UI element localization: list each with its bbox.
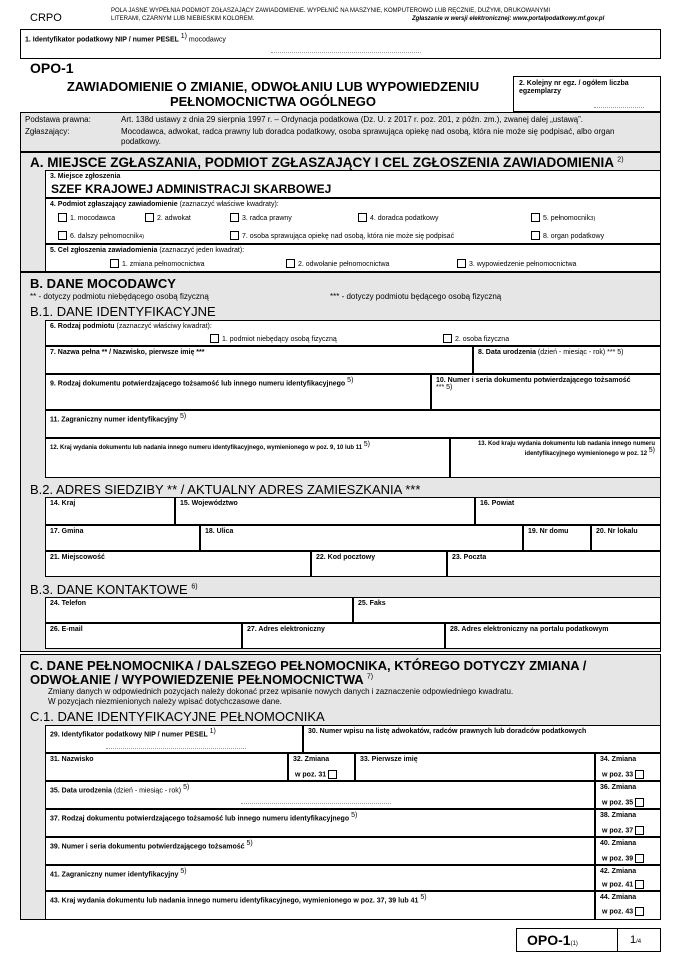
- section-b-title: B. DANE MOCODAWCY: [30, 276, 176, 291]
- field-30-registry-number[interactable]: 30. Numer wpisu na listę adwokatów, radców prawnych lub doradców podatkowych: [303, 725, 661, 753]
- field-14-country[interactable]: 14. Kraj: [45, 497, 175, 525]
- field-27-e-address[interactable]: 27. Adres elektroniczny: [242, 623, 445, 649]
- field-16-county[interactable]: 16. Powiat: [475, 497, 661, 525]
- section-c-note1: Zmiany danych w odpowiednich pozycjach należy dokonać przez wpisanie nowych danych i zaznaczenie odpowiedniego kwadratu.: [48, 687, 514, 696]
- section-b-note2: *** - dotyczy podmiotu będącego osobą fizyczną: [330, 292, 502, 301]
- legal-basis-key: Podstawa prawna:: [25, 115, 91, 124]
- field-5-label: 5. Cel zgłoszenia zawiadomienia: [50, 247, 158, 254]
- field-26-email[interactable]: 26. E-mail: [45, 623, 242, 649]
- option-entity-1[interactable]: 1. podmiot niebędący osobą fizyczną: [210, 334, 337, 343]
- field-18-street[interactable]: 18. Ulica: [200, 525, 523, 551]
- field-5-note: (zaznaczyć jeden kwadrat):: [159, 247, 245, 254]
- field-41-foreign-id[interactable]: 41. Zagraniczny numer identyfikacyjny $^{5)}$: [45, 865, 595, 891]
- option-purpose-1[interactable]: 1. zmiana pełnomocnictwa: [110, 259, 205, 268]
- option-submitter-4[interactable]: 4. doradca podatkowy: [358, 213, 439, 222]
- form-code-crpo: CRPO: [30, 12, 62, 24]
- field-40-change[interactable]: 40. Zmiana w poz. 39: [595, 837, 661, 865]
- option-purpose-2[interactable]: 2. odwołanie pełnomocnictwa: [286, 259, 389, 268]
- field-3-value: SZEF KRAJOWEJ ADMINISTRACJI SKARBOWEJ: [51, 182, 332, 196]
- section-a-title: A. MIEJSCE ZGŁASZANIA, PODMIOT ZGŁASZAJĄCY I CEL ZGŁOSZENIA ZAWIADOMIENIA $^{2)}$: [30, 155, 624, 170]
- field-39-document-number[interactable]: 39. Numer i seria dokumentu potwierdzającego tożsamość $^{5)}$: [45, 837, 595, 865]
- checkbox[interactable]: [210, 334, 219, 343]
- checkbox[interactable]: [457, 259, 466, 268]
- field-3-label: 3. Miejsce zgłoszenia: [50, 173, 121, 180]
- submitter-value: Mocodawca, adwokat, radca prawny lub doradca podatkowy, osoba sprawująca opiekę nad osobą, która nie może się podpisać, albo organ podatkowy.: [121, 127, 615, 146]
- field-32-change[interactable]: 32. Zmiana w poz. 31: [288, 753, 355, 781]
- footer-page-number: 1/4: [630, 934, 642, 946]
- field-11-foreign-id[interactable]: 11. Zagraniczny numer identyfikacyjny $^{5)}$: [45, 410, 661, 438]
- field-1-label: 1. Identyfikator podatkowy NIP / numer PESEL: [25, 36, 179, 44]
- field-12-issuing-country[interactable]: 12. Kraj wydania dokumentu lub nadania innego numeru identyfikacyjnego, wymienionego w poz. 9, 10 lub 11 $^{5)}$: [45, 438, 450, 478]
- field-24-phone[interactable]: 24. Telefon: [45, 597, 353, 623]
- field-42-change[interactable]: 42. Zmiana w poz. 41: [595, 865, 661, 891]
- field-1-label-suffix: mocodawcy: [188, 36, 226, 44]
- field-9-document-type[interactable]: 9. Rodzaj dokumentu potwierdzającego tożsamość lub innego numeru identyfikacyjnego $^{5)}$: [45, 374, 431, 410]
- field-3-place[interactable]: [45, 170, 661, 198]
- footer-page-box: [516, 928, 661, 952]
- footer-form-code: OPO-1(1): [527, 932, 578, 948]
- form-code-title: OPO-1: [30, 60, 74, 76]
- field-6-label: 6. Rodzaj podmiotu: [50, 323, 115, 330]
- checkbox[interactable]: [58, 213, 67, 222]
- field-19-house-number[interactable]: 19. Nr domu: [523, 525, 591, 551]
- field-15-province[interactable]: 15. Województwo: [175, 497, 475, 525]
- field-31-surname[interactable]: 31. Nazwisko: [45, 753, 288, 781]
- option-submitter-7[interactable]: 7. osoba sprawująca opiekę nad osobą, która nie może się podpisać: [230, 231, 454, 240]
- e-submission-note: Zgłaszanie w wersji elektronicznej: www.portalpodatkowy.mf.gov.pl: [412, 16, 605, 22]
- field-1-nip-pesel[interactable]: [20, 29, 661, 59]
- submitter-key: Zgłaszający:: [25, 127, 70, 136]
- field-6-entity-type: [45, 320, 661, 346]
- field-20-apartment[interactable]: 20. Nr lokalu: [591, 525, 661, 551]
- option-submitter-6[interactable]: 6. dalszy pełnomocnik 4): [58, 231, 144, 240]
- field-38-change[interactable]: 38. Zmiana w poz. 37: [595, 809, 661, 837]
- field-35-birth-date[interactable]: 35. Data urodzenia (dzień - miesiąc - rok) $^{5)}$: [45, 781, 595, 809]
- checkbox[interactable]: [230, 213, 239, 222]
- checkbox[interactable]: [358, 213, 367, 222]
- checkbox[interactable]: [531, 231, 540, 240]
- legal-basis-value: Art. 138d ustawy z dnia 29 sierpnia 1997 r. – Ordynacja podatkowa (Dz. U. z 2017 r. poz. 201, z późn. zm.), zwanej dalej „ustawą”.: [121, 115, 584, 124]
- section-c-title-line1: C. DANE PEŁNOMOCNIKA / DALSZEGO PEŁNOMOCNIKA, KTÓREGO DOTYCZY ZMIANA /: [30, 658, 587, 673]
- field-13-country-code[interactable]: 13. Kod kraju wydania dokumentu lub nadania innego numeru identyfikacyjnego wymienionego w poz. 12 $^{5)}$: [450, 438, 661, 478]
- field-8-birth-date[interactable]: 8. Data urodzenia (dzień - miesiąc - rok) *** 5): [473, 346, 661, 374]
- field-25-fax[interactable]: 25. Faks: [353, 597, 661, 623]
- field-7-label: 7. Nazwa pełna ** / Nazwisko, pierwsze imię ***: [50, 349, 205, 356]
- field-28-portal-address[interactable]: 28. Adres elektroniczny na portalu podatkowym: [445, 623, 661, 649]
- section-b-note1: ** - dotyczy podmiotu niebędącego osobą fizyczną: [30, 292, 209, 301]
- option-purpose-3[interactable]: 3. wypowiedzenie pełnomocnictwa: [457, 259, 576, 268]
- field-7-name[interactable]: [45, 346, 473, 374]
- title-line1: ZAWIADOMIENIE O ZMIANIE, ODWOŁANIU LUB WYPOWIEDZENIU: [66, 79, 480, 94]
- section-c-note2: W pozycjach niezmienionych należy wpisać dotychczasowe dane.: [48, 697, 282, 706]
- option-submitter-8[interactable]: 8. organ podatkowy: [531, 231, 604, 240]
- field-21-city[interactable]: 21. Miejscowość: [45, 551, 311, 577]
- section-b1-title: B.1. DANE IDENTYFIKACYJNE: [30, 304, 216, 319]
- checkbox[interactable]: [531, 213, 540, 222]
- checkbox[interactable]: [145, 213, 154, 222]
- option-submitter-5[interactable]: 5. pełnomocnik 3): [531, 213, 595, 222]
- field-17-municipality[interactable]: 17. Gmina: [45, 525, 200, 551]
- fill-instruction-line2: LITERAMI, CZARNYM LUB NIEBIESKIM KOLOREM.: [111, 16, 255, 22]
- field-37-document-type[interactable]: 37. Rodzaj dokumentu potwierdzającego tożsamość lub innego numeru identyfikacyjnego $^{5)}$: [45, 809, 595, 837]
- option-submitter-2[interactable]: 2. adwokat: [145, 213, 191, 222]
- field-10-document-number[interactable]: 10. Numer i seria dokumentu potwierdzającego tożsamość *** 5): [431, 374, 661, 410]
- field-4-note: (zaznaczyć właściwe kwadraty):: [179, 201, 279, 208]
- title-line2: PEŁNOMOCNICTWA OGÓLNEGO: [169, 94, 377, 109]
- field-2-label: 2. Kolejny nr egz. / ogółem liczba egzemplarzy: [519, 80, 629, 95]
- field-34-change[interactable]: 34. Zmiana w poz. 33: [595, 753, 661, 781]
- field-23-post-office[interactable]: 23. Poczta: [447, 551, 661, 577]
- field-36-change[interactable]: 36. Zmiana w poz. 35: [595, 781, 661, 809]
- field-4-label: 4. Podmiot zgłaszający zawiadomienie: [50, 201, 178, 208]
- field-29-nip-pesel[interactable]: 29. Identyfikator podatkowy NIP / numer PESEL $^{1)}$: [45, 725, 303, 753]
- checkbox[interactable]: [58, 231, 67, 240]
- section-b2-title: B.2. ADRES SIEDZIBY ** / AKTUALNY ADRES ZAMIESZKANIA ***: [30, 482, 421, 497]
- option-entity-2[interactable]: 2. osoba fizyczna: [443, 334, 509, 343]
- field-1-footnote: 1): [180, 33, 187, 40]
- field-2-copy-number[interactable]: [513, 76, 661, 112]
- section-c1-title: C.1. DANE IDENTYFIKACYJNE PEŁNOMOCNIKA: [30, 709, 325, 724]
- section-c-title-line2: ODWOŁANIE / WYPOWIEDZENIE PEŁNOMOCNICTWA $^{7)}$: [30, 672, 374, 687]
- field-22-postal-code[interactable]: 22. Kod pocztowy: [311, 551, 447, 577]
- checkbox[interactable]: [230, 231, 239, 240]
- field-44-change[interactable]: 44. Zmiana w poz. 43: [595, 891, 661, 920]
- checkbox[interactable]: [443, 334, 452, 343]
- checkbox[interactable]: [110, 259, 119, 268]
- checkbox[interactable]: [286, 259, 295, 268]
- option-submitter-1[interactable]: 1. mocodawca: [58, 213, 115, 222]
- section-b3-title: B.3. DANE KONTAKTOWE $^{6)}$: [30, 582, 198, 597]
- legal-basis-block: [20, 112, 661, 152]
- field-43-issuing-country[interactable]: 43. Kraj wydania dokumentu lub nadania innego numeru identyfikacyjnego, wymienionego w poz. 37, 39 lub 41 $^{5)}$: [45, 891, 595, 920]
- fill-instruction-line1: POLA JASNE WYPEŁNIA PODMIOT ZGŁASZAJĄCY ZAWIADOMIENIE. WYPEŁNIĆ NA MASZYNIE, KOMPUTEROWO LUB RĘCZNIE, DUŻYMI, DRUKOWANYMI: [111, 8, 551, 14]
- option-submitter-3[interactable]: 3. radca prawny: [230, 213, 292, 222]
- field-33-first-name[interactable]: 33. Pierwsze imię: [355, 753, 595, 781]
- field-6-note: (zaznaczyć właściwy kwadrat):: [116, 323, 212, 330]
